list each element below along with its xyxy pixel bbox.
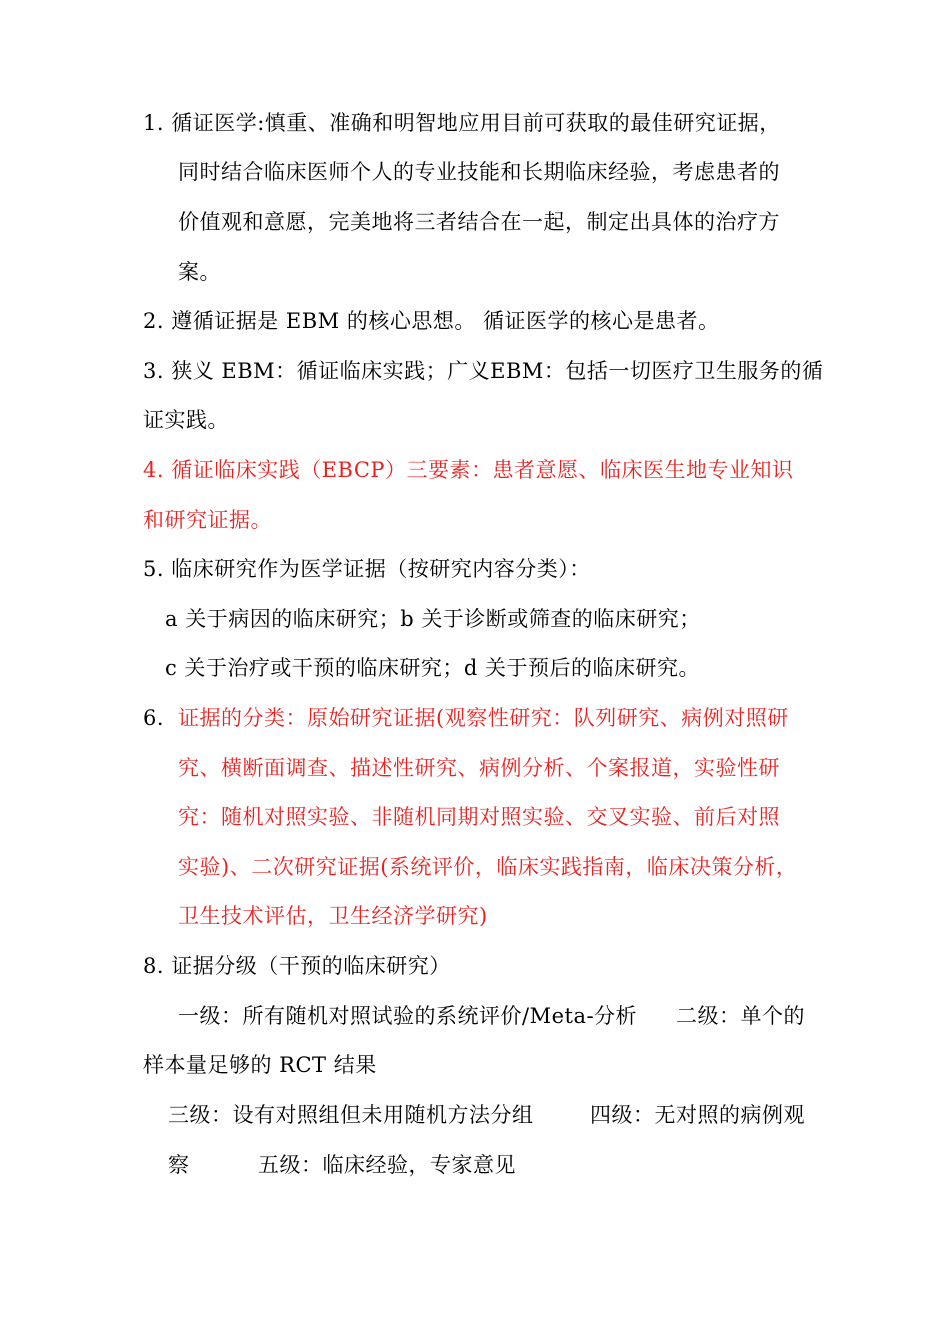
item-8-level-3: 三级：设有对照组但未用随机方法分组: [168, 1103, 534, 1127]
item-8-level-4-cont: 察: [168, 1153, 190, 1177]
item-8-level-5: 五级：临床经验，专家意见: [258, 1153, 516, 1177]
item-3-line-2: 证实践。: [143, 408, 229, 432]
item-8-level-4: 四级：无对照的病例观: [590, 1103, 805, 1127]
item-4-line-1: 4. 循证临床实践（EBCP）三要素：患者意愿、临床医生地专业知识: [143, 458, 794, 482]
item-6-line-5: 卫生技术评估，卫生经济学研究): [178, 904, 488, 928]
item-8-level-2-cont: 样本量足够的 RCT 结果: [143, 1053, 377, 1077]
item-3-line-1: 3. 狭义 EBM：循证临床实践；广义EBM：包括一切医疗卫生服务的循: [143, 359, 824, 383]
item-1-line-1: 1. 循证医学:慎重、准确和明智地应用目前可获取的最佳研究证据，: [143, 111, 781, 135]
item-2-line-1: 2. 遵循证据是 EBM 的核心思想。 循证医学的核心是患者。: [143, 309, 720, 333]
item-6-line-4: 实验)、二次研究证据(系统评价，临床实践指南，临床决策分析，: [178, 855, 798, 879]
item-6-line-1: 证据的分类：原始研究证据(观察性研究：队列研究、病例对照研: [178, 706, 789, 730]
item-5-line-3: c 关于治疗或干预的临床研究；d 关于预后的临床研究。: [165, 656, 701, 680]
item-6-line-3: 究：随机对照实验、非随机同期对照实验、交叉实验、前后对照: [178, 805, 780, 829]
item-6-number: 6.: [143, 706, 165, 730]
item-4-line-2: 和研究证据。: [143, 508, 272, 532]
item-8-level-2: 二级：单个的: [676, 1004, 805, 1028]
item-8-line-1: 8. 证据分级（干预的临床研究）: [143, 954, 451, 978]
item-5-line-1: 5. 临床研究作为医学证据（按研究内容分类）：: [143, 557, 591, 581]
item-1-line-2: 同时结合临床医师个人的专业技能和长期临床经验，考虑患者的: [178, 160, 780, 184]
item-6-line-2: 究、横断面调查、描述性研究、病例分析、个案报道，实验性研: [178, 756, 780, 780]
item-1-line-3: 价值观和意愿，完美地将三者结合在一起，制定出具体的治疗方: [178, 210, 780, 234]
item-8-level-1: 一级：所有随机对照试验的系统评价/Meta-分析: [178, 1004, 638, 1028]
item-1-line-4: 案。: [178, 260, 221, 284]
item-5-line-2: a 关于病因的临床研究；b 关于诊断或筛查的临床研究；: [165, 607, 701, 631]
